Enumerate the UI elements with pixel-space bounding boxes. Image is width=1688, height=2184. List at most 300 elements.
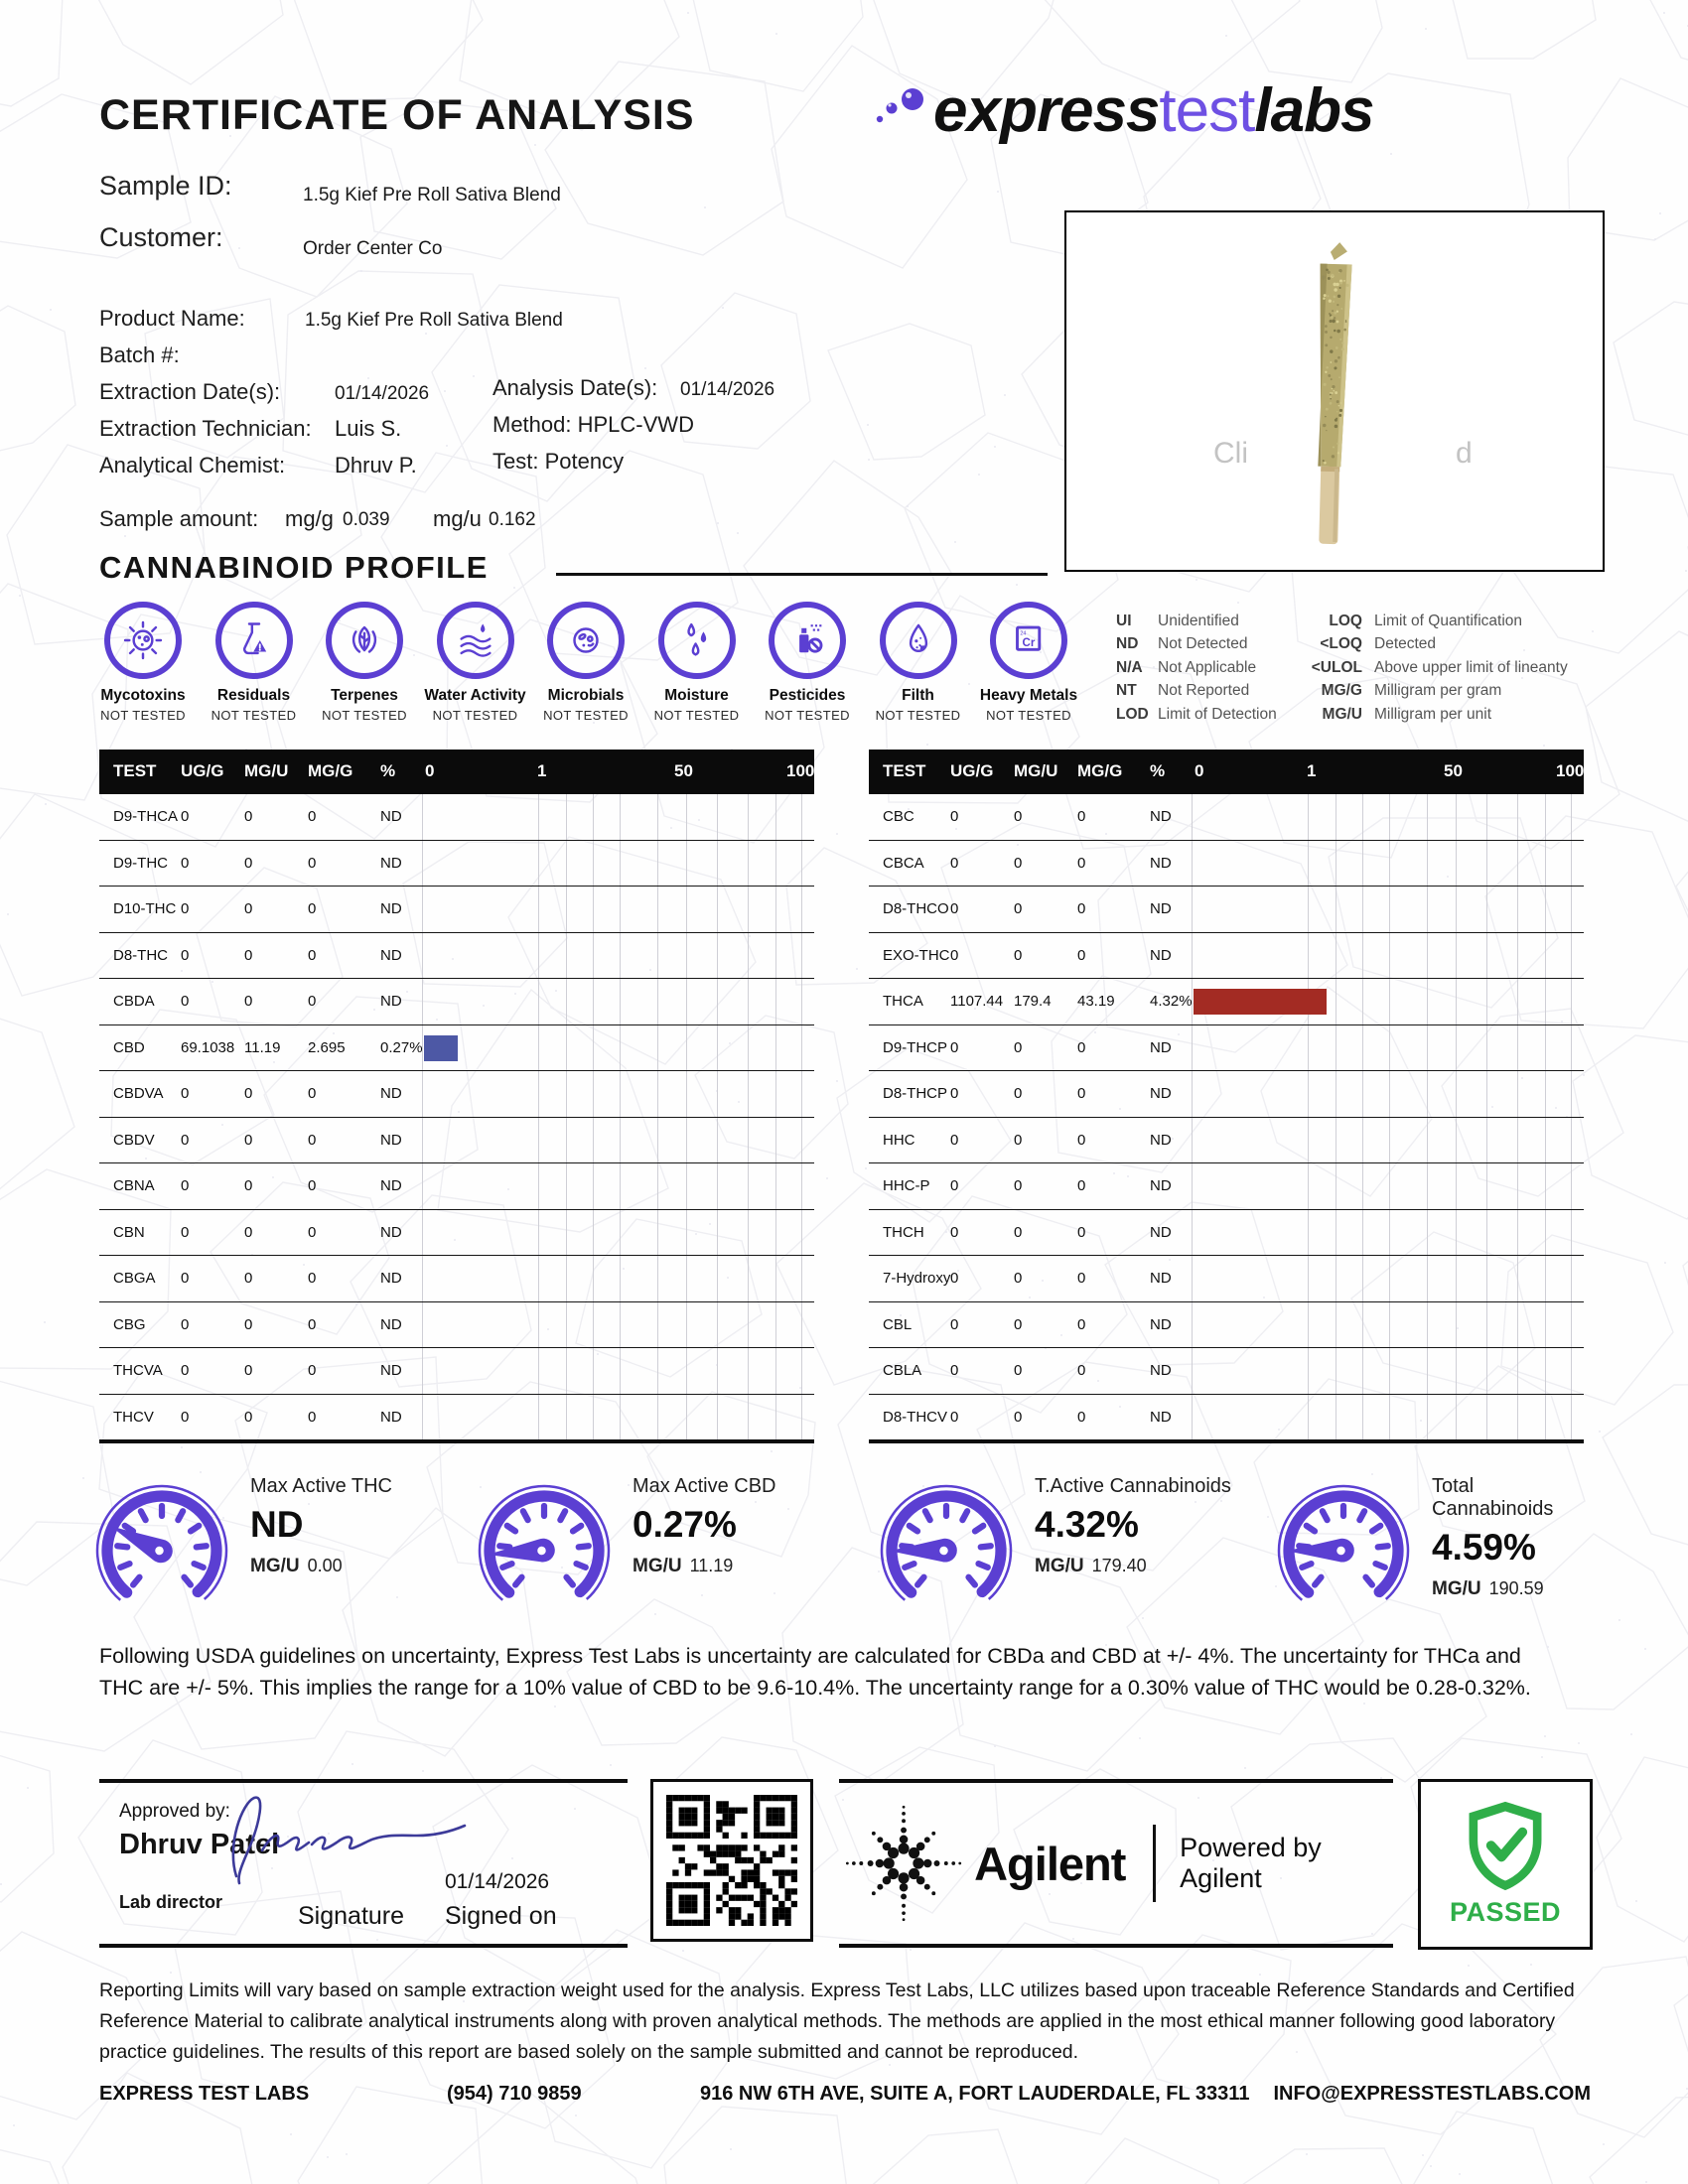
legend-item: ND Not Detected <box>1116 635 1248 653</box>
panel-status: NOT TESTED <box>100 708 186 723</box>
test-value: ND <box>1150 1131 1172 1149</box>
summary-gauges <box>87 1471 1597 1620</box>
column-header: MG/G <box>1077 761 1123 780</box>
customer-label: Customer: <box>99 222 223 252</box>
panel-label: Moisture <box>664 687 729 704</box>
legend-column-2 <box>1283 610 1568 726</box>
section-title-cannabinoid-profile: CANNABINOID PROFILE <box>99 550 489 585</box>
gauge-title: Max Active THC <box>250 1475 392 1497</box>
test-value: 0 <box>308 1131 317 1149</box>
test-value: ND <box>380 1315 402 1333</box>
water-activity-icon <box>437 602 514 679</box>
test-value: 43.19 <box>1077 993 1115 1010</box>
test-value: ND <box>380 808 402 825</box>
panel-label: Microbials <box>547 687 625 704</box>
gauge-max-active-cbd <box>470 1471 872 1620</box>
test-value: 0 <box>308 1085 317 1102</box>
test-line <box>492 449 624 475</box>
column-header: TEST <box>883 761 926 780</box>
test-value: 0 <box>181 993 190 1010</box>
test-name: CBG <box>113 1315 146 1333</box>
table-row-thca <box>869 979 1584 1025</box>
legend-item: UI Unidentified <box>1116 613 1239 629</box>
test-value: 0 <box>950 808 959 825</box>
sample-amount-label: Sample amount: <box>99 506 259 531</box>
column-header: MG/U <box>244 761 289 780</box>
test-value: 0 <box>1014 1038 1023 1056</box>
table-row-thcva <box>99 1348 814 1395</box>
table-row-thch <box>869 1210 1584 1257</box>
test-name: THCVA <box>113 1362 163 1379</box>
test-value: 0 <box>244 1223 253 1241</box>
test-value: ND <box>380 1223 402 1241</box>
table-row-cbd <box>99 1025 814 1072</box>
test-value: ND <box>1150 1223 1172 1241</box>
test-name: CBDV <box>113 1131 155 1149</box>
test-value: 0 <box>181 1362 190 1379</box>
scale-tick: 0 <box>1195 761 1204 780</box>
test-name: D9-THCP <box>883 1038 948 1056</box>
test-name: D8-THCP <box>883 1085 948 1102</box>
test-value: 0 <box>181 946 190 964</box>
test-value: 0 <box>1014 1270 1023 1287</box>
test-value: 0 <box>308 1315 317 1333</box>
test-value: 4.32% <box>1150 993 1193 1010</box>
table-row-d8-thcv <box>869 1395 1584 1440</box>
test-value: 0 <box>1077 900 1086 917</box>
logo-labs: labs <box>1254 76 1374 145</box>
test-value: 0 <box>1077 1315 1086 1333</box>
test-name: CBDA <box>113 993 155 1010</box>
test-value: 0 <box>1014 1315 1023 1333</box>
test-value: 0 <box>1077 1362 1086 1379</box>
panel-status: NOT TESTED <box>432 708 518 723</box>
scale-tick: 50 <box>1444 761 1463 780</box>
gauge-unit: MG/U 11.19 <box>633 1556 734 1576</box>
test-value: ND <box>380 1177 402 1194</box>
gauge-title: T.Active Cannabinoids <box>1035 1475 1231 1497</box>
gauge-value: 4.32% <box>1035 1504 1139 1545</box>
screening-panel-microbials <box>532 602 639 723</box>
sample-id-value: 1.5g Kief Pre Roll Sativa Blend <box>303 185 561 205</box>
test-value: 0 <box>244 1408 253 1426</box>
gauge-title: Total Cannabinoids <box>1432 1475 1554 1520</box>
table-row-cbc <box>869 794 1584 841</box>
test-value: 0 <box>950 946 959 964</box>
test-value: 0 <box>308 808 317 825</box>
test-value: ND <box>1150 900 1172 917</box>
panel-label: Terpenes <box>331 687 398 704</box>
table-row-d8-thco <box>869 887 1584 933</box>
column-header: % <box>380 761 396 780</box>
gauge-value: 4.59% <box>1432 1527 1536 1568</box>
panel-status: NOT TESTED <box>765 708 850 723</box>
gauge-t-active-cannabinoids <box>872 1471 1269 1620</box>
column-header: MG/U <box>1014 761 1058 780</box>
panel-label: Residuals <box>216 687 291 704</box>
test-value: 1107.44 <box>950 993 1004 1010</box>
scale-tick: 100 <box>786 761 815 780</box>
test-value: 0 <box>1077 1131 1086 1149</box>
passed-badge <box>1418 1779 1593 1950</box>
approved-by-label: Approved by: <box>119 1801 230 1822</box>
test-value: 0 <box>950 1085 959 1102</box>
legend-item: <ULOL Above upper limit of lineanty <box>1311 658 1568 676</box>
test-name: D8-THCO <box>883 900 949 917</box>
test-value: 0 <box>308 900 317 917</box>
test-name: CBGA <box>113 1270 156 1287</box>
svg-text:24: 24 <box>1020 630 1027 637</box>
test-value: 0 <box>1014 808 1023 825</box>
test-name: THCV <box>113 1408 154 1426</box>
test-value: 0 <box>950 1177 959 1194</box>
test-name: THCH <box>883 1223 924 1241</box>
scale-tick: 50 <box>674 761 693 780</box>
expresstestlabs-logo <box>872 64 1373 159</box>
test-name: THCA <box>883 993 923 1010</box>
gauge-icon <box>470 1471 619 1620</box>
screening-panels <box>89 602 1082 723</box>
section-divider <box>556 573 1048 576</box>
product-name-label: Product Name: <box>99 306 245 331</box>
test-value: 69.1038 <box>181 1038 235 1056</box>
test-value: 0 <box>1077 1177 1086 1194</box>
product-name-value: 1.5g Kief Pre Roll Sativa Blend <box>305 310 563 331</box>
table-row-cbdv <box>99 1118 814 1164</box>
svg-text:Cr: Cr <box>1022 636 1036 649</box>
test-value: 0 <box>181 1270 190 1287</box>
test-label: Test: <box>492 449 539 474</box>
test-value: ND <box>1150 1038 1172 1056</box>
passed-shield-icon <box>1458 1796 1553 1895</box>
column-header: UG/G <box>950 761 994 780</box>
test-value: ND <box>1150 1270 1172 1287</box>
disclaimer-text: Reporting Limits will vary based on sample extraction weight used for the analysis. Express Test Labs, LLC utilizes based upon traceable Reference Standards and Certified Reference Material to calibrate analytical instruments along with proven analytical methods. The methods are applied in the most ethical manner following good laboratory practice guidelines. The results of this report are based solely on the sample submitted and cannot be reproduced. <box>99 1979 1575 2063</box>
panel-label: Water Activity <box>424 687 526 704</box>
table-row-cbga <box>99 1256 814 1302</box>
test-value: ND <box>380 1270 402 1287</box>
gauge-value: ND <box>250 1504 304 1545</box>
gauge-icon <box>87 1471 236 1620</box>
signed-on-date: 01/14/2026 <box>445 1870 550 1893</box>
test-value: 0 <box>244 1270 253 1287</box>
footer-address: 916 NW 6TH AVE, SUITE A, FORT LAUDERDALE, FL 33311 <box>700 2083 1250 2105</box>
table-row-cbn <box>99 1210 814 1257</box>
page-title: CERTIFICATE OF ANALYSIS <box>99 91 695 139</box>
gauge-unit: MG/U 0.00 <box>250 1556 343 1576</box>
scale-tick: 1 <box>537 761 547 780</box>
gauge-unit: MG/U 179.40 <box>1035 1556 1147 1576</box>
table-row-cbg <box>99 1302 814 1349</box>
test-value: Potency <box>544 449 625 474</box>
table-row-d9-thca <box>99 794 814 841</box>
passed-label: PASSED <box>1449 1897 1562 1927</box>
gauge-title: Max Active CBD <box>633 1475 776 1497</box>
test-value: ND <box>1150 1177 1172 1194</box>
test-value: 0 <box>1014 946 1023 964</box>
table-row-d10-thc <box>99 887 814 933</box>
extraction-date-label: Extraction Date(s): <box>99 379 281 404</box>
footer-phone: (954) 710 9859 <box>447 2083 582 2105</box>
mgu-label: mg/u <box>433 506 482 531</box>
photo-watermark-left: Cli <box>1213 437 1248 470</box>
gauge-max-active-thc <box>87 1471 470 1620</box>
gauge-icon <box>1269 1471 1418 1620</box>
analysis-date-label: Analysis Date(s): <box>492 375 658 400</box>
test-name: CBD <box>113 1038 145 1056</box>
test-value: ND <box>380 993 402 1010</box>
test-value: 0 <box>1077 1270 1086 1287</box>
test-name: CBC <box>883 808 914 825</box>
test-value: 0 <box>244 854 253 872</box>
screening-panel-filth <box>865 602 972 723</box>
test-value: ND <box>380 1131 402 1149</box>
test-value: ND <box>1150 1362 1172 1379</box>
scale-tick: 100 <box>1556 761 1585 780</box>
preroll-image <box>1066 212 1599 566</box>
result-bar <box>1194 989 1327 1015</box>
test-value: ND <box>380 1408 402 1426</box>
test-value: 0 <box>308 1362 317 1379</box>
panel-label: Filth <box>902 687 934 704</box>
mgg-label: mg/g <box>285 506 334 531</box>
test-value: 0 <box>181 1223 190 1241</box>
screening-panel-heavy-metals <box>975 602 1082 723</box>
test-value: 0 <box>181 1131 190 1149</box>
microbials-icon <box>547 602 625 679</box>
test-value: 0 <box>1014 1131 1023 1149</box>
approver-role: Lab director <box>119 1892 223 1912</box>
table-row-cbna <box>99 1163 814 1210</box>
test-value: 0 <box>950 1223 959 1241</box>
test-value: 0 <box>1077 854 1086 872</box>
panel-status: NOT TESTED <box>211 708 297 723</box>
extraction-date-value: 01/14/2026 <box>335 383 430 404</box>
screening-panel-moisture <box>643 602 751 723</box>
test-value: 0 <box>1014 1362 1023 1379</box>
test-value: 2.695 <box>308 1038 346 1056</box>
scale-tick: 1 <box>1307 761 1317 780</box>
test-value: 11.19 <box>244 1038 281 1056</box>
test-value: 0 <box>308 1408 317 1426</box>
heavy-metals-icon <box>990 602 1067 679</box>
extraction-technician-label: Extraction Technician: <box>99 416 312 441</box>
table-row-d8-thc <box>99 933 814 980</box>
test-value: ND <box>1150 854 1172 872</box>
panel-status: NOT TESTED <box>543 708 629 723</box>
test-value: 0 <box>1077 946 1086 964</box>
test-value: 0 <box>181 900 190 917</box>
legend-item: LOQ Limit of Quantification <box>1329 613 1523 629</box>
test-name: CBL <box>883 1315 913 1333</box>
test-name: CBDVA <box>113 1085 164 1102</box>
table-row-d8-thcp <box>869 1071 1584 1118</box>
test-value: 0 <box>308 1223 317 1241</box>
panel-label: Pesticides <box>769 687 846 704</box>
table-header <box>869 750 1584 794</box>
gauge-icon <box>872 1471 1021 1620</box>
panel-status: NOT TESTED <box>986 708 1071 723</box>
test-value: ND <box>380 946 402 964</box>
extraction-technician-value: Luis S. <box>335 416 402 441</box>
table-row-cbda <box>99 979 814 1025</box>
test-name: HHC-P <box>883 1177 930 1194</box>
test-value: 0 <box>181 1177 190 1194</box>
test-name: D10-THC <box>113 900 177 917</box>
test-value: 0 <box>1014 854 1023 872</box>
legend-item: LOD Limit of Detection <box>1116 705 1277 723</box>
panel-label: Heavy Metals <box>979 687 1078 704</box>
test-value: 0 <box>950 1408 959 1426</box>
test-value: 0 <box>308 1177 317 1194</box>
product-photo <box>1064 210 1605 572</box>
test-name: 7-Hydroxy <box>883 1270 951 1287</box>
cannabinoid-table-left <box>99 750 814 1443</box>
legend-item: <LOQ Detected <box>1320 635 1437 653</box>
table-row-d9-thcp <box>869 1025 1584 1072</box>
test-value: 0 <box>950 1038 959 1056</box>
table-row-exo-thc <box>869 933 1584 980</box>
legend-item: NT Not Reported <box>1116 682 1250 700</box>
customer-value: Order Center Co <box>303 238 443 259</box>
test-value: 0 <box>950 1270 959 1287</box>
analysis-date-value: 01/14/2026 <box>680 379 775 400</box>
test-name: HHC <box>883 1131 915 1149</box>
gauge-unit: MG/U 190.59 <box>1432 1578 1544 1599</box>
test-value: 0 <box>1014 1085 1023 1102</box>
table-row-thcv <box>99 1395 814 1440</box>
test-value: 0 <box>950 900 959 917</box>
gauge-total-cannabinoids <box>1269 1471 1597 1620</box>
test-name: CBNA <box>113 1177 155 1194</box>
test-value: 0 <box>1014 1223 1023 1241</box>
sample-id-label: Sample ID: <box>99 171 232 201</box>
mgu-value: 0.162 <box>489 509 536 530</box>
filth-icon <box>880 602 957 679</box>
test-value: 0 <box>308 1270 317 1287</box>
test-name: D8-THCV <box>883 1408 948 1426</box>
footer-email: INFO@EXPRESSTESTLABS.COM <box>1273 2083 1591 2105</box>
table-row-cbdva <box>99 1071 814 1118</box>
mycotoxins-icon <box>104 602 182 679</box>
photo-watermark-right: d <box>1456 437 1473 470</box>
legend-column-1 <box>1116 610 1277 726</box>
column-header: MG/G <box>308 761 353 780</box>
test-value: 0 <box>950 854 959 872</box>
test-value: 0 <box>950 1362 959 1379</box>
mgg-value: 0.039 <box>343 509 390 530</box>
test-value: 0 <box>244 1315 253 1333</box>
test-value: 0.27% <box>380 1038 423 1056</box>
test-name: D9-THCA <box>113 808 179 825</box>
test-value: 0 <box>308 946 317 964</box>
table-row-d9-thc <box>99 841 814 887</box>
test-value: 179.4 <box>1014 993 1052 1010</box>
test-value: 0 <box>1077 1408 1086 1426</box>
batch-label: Batch #: <box>99 342 180 367</box>
column-header: TEST <box>113 761 157 780</box>
qr-code-image <box>666 1795 797 1926</box>
table-row-hhc <box>869 1118 1584 1164</box>
test-value: 0 <box>950 1131 959 1149</box>
table-row-cbla <box>869 1348 1584 1395</box>
panel-status: NOT TESTED <box>653 708 740 723</box>
test-value: 0 <box>1077 808 1086 825</box>
legend-item: N/A Not Applicable <box>1116 658 1257 676</box>
residuals-icon <box>215 602 293 679</box>
test-value: 0 <box>181 854 190 872</box>
table-header <box>99 750 814 794</box>
approval-block <box>99 1779 628 1948</box>
powered-by-agilent: Powered by Agilent <box>1180 1833 1322 1893</box>
test-value: ND <box>380 900 402 917</box>
result-bar <box>424 1035 458 1061</box>
uncertainty-note: Following USDA guidelines on uncertainty, Express Test Labs is uncertainty are calculated for CBDa and CBD at +/- 4%. The uncertainty for THCa and THC are +/- 5%. This implies the range for a 10% value of CBD to be 9.6-10.4%. The uncertainty range for a 0.30% value of THC would be 0.28-0.32%. <box>99 1644 1531 1701</box>
test-value: 0 <box>244 1085 253 1102</box>
test-value: 0 <box>308 993 317 1010</box>
screening-panel-residuals <box>201 602 308 723</box>
table-row-cbca <box>869 841 1584 887</box>
legend-item: MG/G Milligram per gram <box>1321 682 1502 700</box>
agilent-brand: Agilent <box>974 1837 1126 1890</box>
test-value: ND <box>1150 1408 1172 1426</box>
method-label: Method: <box>492 412 572 437</box>
test-value: ND <box>1150 1315 1172 1333</box>
test-value: 0 <box>244 1362 253 1379</box>
test-value: 0 <box>950 1315 959 1333</box>
cannabinoid-table-right <box>869 750 1584 1443</box>
test-value: 0 <box>1077 1085 1086 1102</box>
table-body <box>99 794 814 1443</box>
agilent-block <box>839 1779 1393 1948</box>
test-name: CBN <box>113 1223 145 1241</box>
test-value: 0 <box>244 946 253 964</box>
scale-tick: 0 <box>425 761 435 780</box>
qr-code <box>650 1779 813 1942</box>
test-value: 0 <box>244 1131 253 1149</box>
test-value: 0 <box>244 1177 253 1194</box>
screening-panel-water-activity <box>422 602 529 723</box>
signed-on-label: Signed on <box>445 1902 557 1930</box>
test-value: 0 <box>1014 1408 1023 1426</box>
table-row-cbl <box>869 1302 1584 1349</box>
gauge-value: 0.27% <box>633 1504 737 1545</box>
panel-status: NOT TESTED <box>875 708 961 723</box>
table-row-7-hydroxy <box>869 1256 1584 1302</box>
screening-panel-pesticides <box>754 602 861 723</box>
column-header: UG/G <box>181 761 224 780</box>
test-value: ND <box>380 1362 402 1379</box>
test-value: 0 <box>1077 1223 1086 1241</box>
screening-panel-terpenes <box>311 602 418 723</box>
test-value: 0 <box>244 993 253 1010</box>
test-name: D9-THC <box>113 854 168 872</box>
test-value: ND <box>380 1085 402 1102</box>
analytical-chemist-value: Dhruv P. <box>335 453 417 478</box>
test-value: ND <box>380 854 402 872</box>
test-value: ND <box>1150 808 1172 825</box>
column-header: % <box>1150 761 1166 780</box>
table-body <box>869 794 1584 1443</box>
test-name: CBCA <box>883 854 924 872</box>
test-value: 0 <box>181 1408 190 1426</box>
test-value: 0 <box>181 808 190 825</box>
agilent-divider <box>1153 1825 1156 1902</box>
legend-item: MG/U Milligram per unit <box>1322 705 1492 723</box>
logo-express: express <box>933 76 1160 145</box>
test-value: 0 <box>181 1085 190 1102</box>
signature-label: Signature <box>298 1902 405 1930</box>
